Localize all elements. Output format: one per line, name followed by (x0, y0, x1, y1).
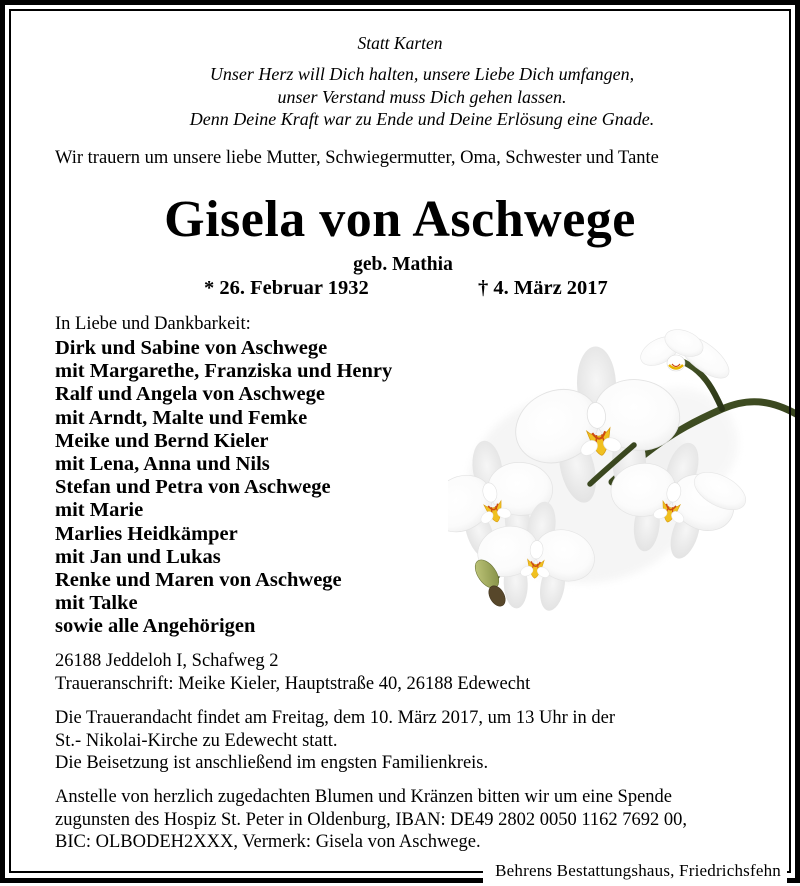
mourner-line: Ralf und Angela von Aschwege (55, 383, 325, 406)
death-date: † 4. März 2017 (478, 277, 608, 299)
mourner-line: Marlies Heidkämper (55, 522, 238, 545)
address-line: 26188 Jeddeloh I, Schafweg 2 (55, 651, 279, 671)
mourner-line: Meike und Bernd Kieler (55, 429, 269, 452)
mourner-line: mit Marie (55, 499, 144, 522)
mourner-line: Stefan und Petra von Aschwege (55, 476, 331, 499)
donation-info (55, 786, 687, 854)
mourners-list (55, 337, 392, 639)
mourner-line: mit Talke (55, 592, 138, 615)
address-block (55, 650, 530, 696)
mourner-line: Renke und Maren von Aschwege (55, 569, 342, 592)
birth-name: geb. Mathia (353, 254, 453, 275)
funeral-home-footer (483, 857, 787, 884)
intro-line: Wir trauern um unsere liebe Mutter, Schwiegermutter, Oma, Schwester und Tante (55, 148, 659, 168)
donation-line: BIC: OLBODEH2XXX, Vermerk: Gisela von Aschwege. (55, 832, 481, 852)
service-line: St.- Nikolai-Kirche zu Edewecht statt. (55, 730, 338, 751)
verse-line: Unser Herz will Dich halten, unsere Liebe Dich umfangen, (209, 64, 635, 84)
verse-line: Denn Deine Kraft war zu Ende und Deine Erlösung eine Gnade. (189, 109, 655, 129)
verse-line: unser Verstand muss Dich gehen lassen. (277, 86, 567, 107)
mourner-line: mit Lena, Anna und Nils (55, 453, 270, 476)
pre-header: Statt Karten (357, 33, 443, 53)
mourners-intro: In Liebe und Dankbarkeit: (55, 314, 251, 334)
mourner-line: sowie alle Angehörigen (55, 615, 256, 638)
birth-date: * 26. Februar 1932 (204, 277, 369, 299)
orchid-photo (448, 323, 798, 655)
service-line: Die Trauerandacht findet am Freitag, dem 10. März 2017, um 13 Uhr in der (55, 708, 616, 728)
donation-line: Anstelle von herzlich zugedachten Blumen und Kränzen bitten wir um eine Spende (55, 787, 672, 807)
address-line: Traueranschrift: Meike Kieler, Hauptstraße 40, 26188 Edewecht (55, 674, 531, 694)
mourner-line: mit Margarethe, Franziska und Henry (55, 360, 393, 383)
service-line: Die Beisetzung ist anschließend im engsten Familienkreis. (55, 753, 489, 773)
deceased-name: Gisela von Aschwege (164, 191, 636, 248)
mourner-line: mit Jan und Lukas (55, 545, 221, 568)
mourner-line: mit Arndt, Malte und Femke (55, 406, 308, 429)
donation-line: zugunsten des Hospiz St. Peter in Oldenburg, IBAN: DE49 2802 0050 1162 7692 00, (55, 809, 688, 830)
life-dates (0, 277, 800, 301)
funeral-home-name: Behrens Bestattungshaus, Friedrichsfehn (495, 860, 781, 880)
mourner-line: Dirk und Sabine von Aschwege (55, 337, 328, 359)
condolence-verse (0, 63, 800, 131)
service-info (55, 707, 615, 775)
